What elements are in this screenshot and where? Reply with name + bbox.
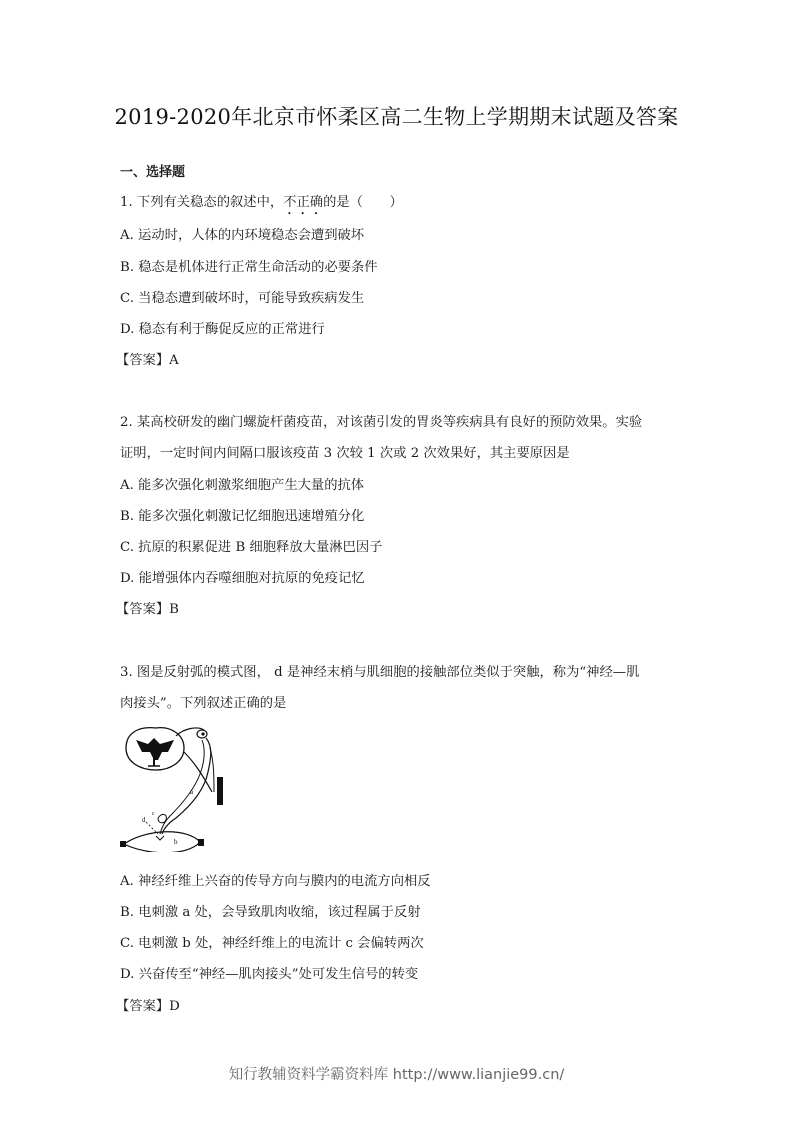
question-2-option-c: C. 抗原的积累促进 B 细胞释放大量淋巴因子 — [120, 540, 383, 555]
question-1-option-c: C. 当稳态遭到破坏时，可能导致疾病发生 — [120, 291, 365, 306]
question-3-stem-line-1: 3. 图是反射弧的模式图， d 是神经末梢与肌细胞的接触部位类似于突触，称为“神经—肌 — [120, 665, 640, 680]
reflex-arc-diagram-icon — [118, 722, 243, 852]
question-3-answer: 【答案】D — [116, 999, 180, 1014]
question-3-option-b: B. 电刺激 a 处，会导致肌肉收缩，该过程属于反射 — [120, 905, 421, 920]
question-2-option-b: B. 能多次强化刺激记忆细胞迅速增殖分化 — [120, 509, 365, 524]
document-title: 2019-2020年北京市怀柔区高二生物上学期期末试题及答案 — [114, 105, 679, 129]
question-2-answer: 【答案】B — [116, 602, 179, 617]
question-1-option-d: D. 稳态有利于酶促反应的正常进行 — [120, 322, 325, 337]
question-1-stem-prefix: 1. 下列有关稳态的叙述中， — [120, 195, 284, 210]
question-1-answer: 【答案】A — [116, 353, 179, 368]
section-heading: 一、选择题 — [120, 165, 186, 180]
svg-text:a: a — [190, 788, 194, 796]
question-1-option-b: B. 稳态是机体进行正常生命活动的必要条件 — [120, 260, 378, 275]
reflex-arc-figure — [118, 722, 243, 852]
question-2-option-a: A. 能多次强化刺激浆细胞产生大量的抗体 — [120, 478, 365, 493]
footer-watermark: 知行教辅资料学霸资料库 http://www.lianjie99.cn/ — [228, 1067, 565, 1083]
question-3-option-d: D. 兴奋传至“神经—肌肉接头”处可发生信号的转变 — [120, 967, 419, 982]
question-1-option-a: A. 运动时，人体的内环境稳态会遭到破坏 — [120, 228, 365, 243]
question-2-stem-line-1: 2. 某高校研发的幽门螺旋杆菌疫苗，对该菌引发的胃炎等疾病具有良好的预防效果。实验 — [120, 415, 643, 430]
question-1-emphasis: 不正确 — [283, 195, 324, 210]
question-3-option-a: A. 神经纤维上兴奋的传导方向与膜内的电流方向相反 — [120, 874, 431, 889]
question-1-stem-suffix: 的是（ ） — [323, 195, 403, 210]
question-3-stem-line-2: 肉接头”。下列叙述正确的是 — [120, 696, 287, 711]
question-3-option-c: C. 电刺激 b 处，神经纤维上的电流计 c 会偏转两次 — [120, 936, 424, 951]
question-2-stem-line-2: 证明，一定时间内间隔口服该疫苗 3 次较 1 次或 2 次效果好，其主要原因是 — [120, 446, 570, 461]
question-2-option-d: D. 能增强体内吞噬细胞对抗原的免疫记忆 — [120, 571, 365, 586]
svg-text:b: b — [174, 838, 178, 846]
svg-text:c: c — [152, 811, 155, 817]
svg-text:d: d — [142, 816, 146, 824]
question-1-stem — [120, 194, 403, 218]
